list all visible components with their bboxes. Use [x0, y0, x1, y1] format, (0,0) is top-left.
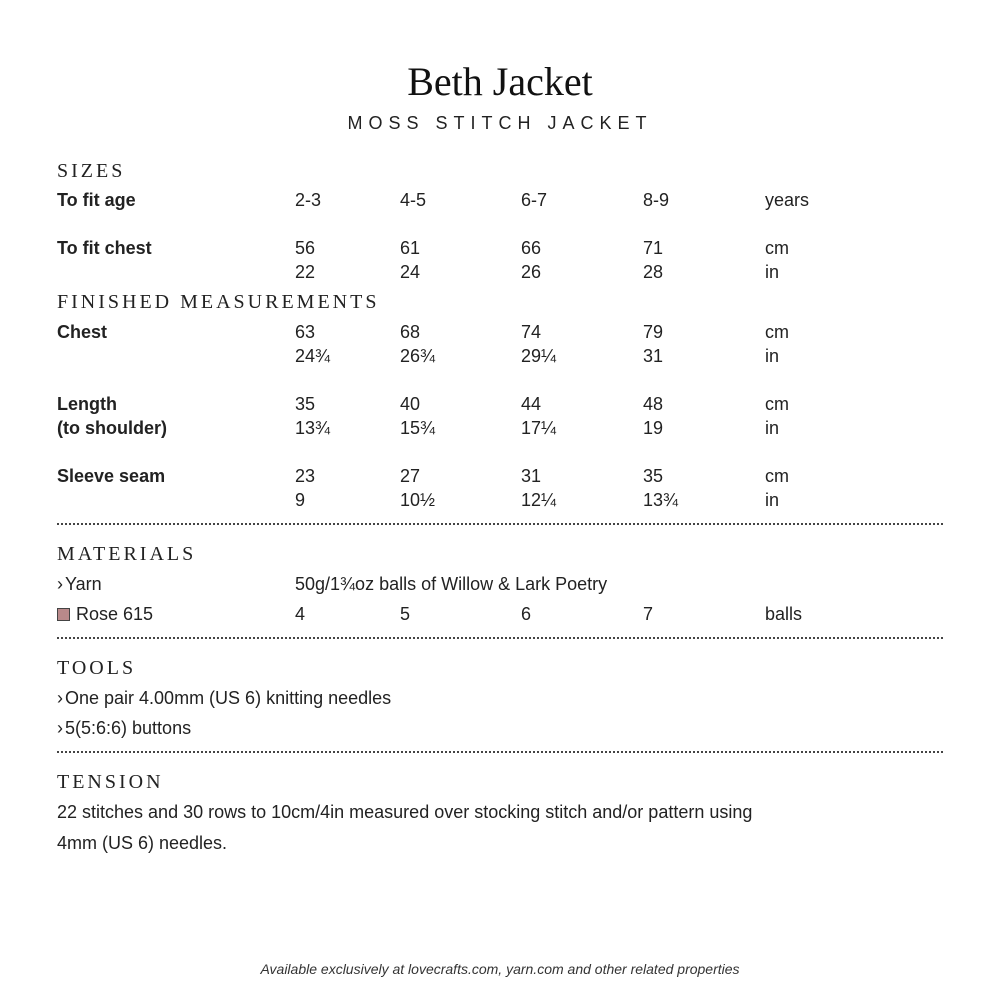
- tension-text-line1: 22 stitches and 30 rows to 10cm/4in measured over stocking stitch and/or pattern using: [57, 802, 753, 822]
- chest-cm: 63: [295, 322, 316, 342]
- section-heading-sizes: SIZES: [57, 160, 126, 182]
- fit-chest-label: To fit chest: [57, 238, 152, 258]
- unit-cm: cm: [765, 238, 789, 258]
- length-in: 13¾: [295, 418, 331, 438]
- age-value: 6-7: [521, 190, 548, 210]
- chest-label: Chest: [57, 322, 108, 342]
- color-name: Rose 615: [76, 604, 154, 624]
- balls-unit: balls: [765, 604, 803, 624]
- fit-chest-in: 22: [295, 262, 316, 282]
- unit-cm: cm: [765, 322, 789, 342]
- tool-item: [57, 718, 191, 739]
- length-in: 19: [643, 418, 664, 438]
- page-subtitle: MOSS STITCH JACKET: [347, 113, 653, 133]
- color-swatch-icon: [57, 608, 70, 621]
- length-in: 15¾: [400, 418, 436, 438]
- sleeve-in: 12¼: [521, 490, 557, 510]
- unit-in: in: [765, 490, 780, 510]
- dotted-divider: [57, 523, 943, 525]
- tension-text-line2: 4mm (US 6) needles.: [57, 833, 228, 853]
- balls-value: 7: [643, 604, 654, 624]
- chest-in: 29¼: [521, 346, 557, 366]
- sleeve-cm: 23: [295, 466, 316, 486]
- chest-in: 31: [643, 346, 664, 366]
- fit-chest-cm: 66: [521, 238, 542, 258]
- section-heading-tools: TOOLS: [57, 657, 137, 679]
- sleeve-cm: 31: [521, 466, 542, 486]
- page-title: Beth Jacket: [407, 59, 593, 104]
- length-sublabel: (to shoulder): [57, 418, 167, 438]
- unit-in: in: [765, 262, 780, 282]
- balls-value: 4: [295, 604, 306, 624]
- section-heading-tension: TENSION: [57, 771, 164, 793]
- section-heading-materials: MATERIALS: [57, 543, 197, 565]
- unit-cm: cm: [765, 466, 789, 486]
- color-row: [57, 604, 153, 625]
- fit-chest-in: 28: [643, 262, 664, 282]
- fit-chest-cm: 71: [643, 238, 664, 258]
- length-in: 17¼: [521, 418, 557, 438]
- balls-value: 6: [521, 604, 532, 624]
- fit-chest-in: 24: [400, 262, 421, 282]
- chest-in: 24¾: [295, 346, 331, 366]
- age-value: 2-3: [295, 190, 322, 210]
- age-value: 8-9: [643, 190, 670, 210]
- length-cm: 48: [643, 394, 664, 414]
- unit-cm: cm: [765, 394, 789, 414]
- age-label: To fit age: [57, 190, 136, 210]
- chest-in: 26¾: [400, 346, 436, 366]
- sleeve-cm: 35: [643, 466, 664, 486]
- age-unit: years: [765, 190, 810, 210]
- chevron-right-icon: ›: [57, 574, 63, 594]
- fit-chest-cm: 61: [400, 238, 421, 258]
- yarn-label: Yarn: [65, 574, 102, 594]
- chest-cm: 79: [643, 322, 664, 342]
- chevron-right-icon: ›: [57, 718, 63, 738]
- sleeve-cm: 27: [400, 466, 421, 486]
- length-label: Length: [57, 394, 117, 414]
- fit-chest-cm: 56: [295, 238, 316, 258]
- length-cm: 35: [295, 394, 316, 414]
- section-heading-finished: FINISHED MEASUREMENTS: [57, 291, 380, 313]
- unit-in: in: [765, 418, 780, 438]
- age-value: 4-5: [400, 190, 427, 210]
- unit-in: in: [765, 346, 780, 366]
- chest-cm: 68: [400, 322, 421, 342]
- sleeve-in: 13¾: [643, 490, 679, 510]
- chevron-right-icon: ›: [57, 688, 63, 708]
- sleeve-label: Sleeve seam: [57, 466, 166, 486]
- balls-value: 5: [400, 604, 411, 624]
- fit-chest-in: 26: [521, 262, 542, 282]
- footer-note: Available exclusively at lovecrafts.com, yarn.com and other related properties: [260, 961, 740, 977]
- length-cm: 44: [521, 394, 542, 414]
- length-cm: 40: [400, 394, 421, 414]
- tool-item: [57, 688, 391, 709]
- dotted-divider: [57, 637, 943, 639]
- tool-buttons: 5(5:6:6) buttons: [65, 718, 192, 738]
- yarn-description: 50g/1¾oz balls of Willow & Lark Poetry: [295, 574, 608, 594]
- chest-cm: 74: [521, 322, 542, 342]
- dotted-divider: [57, 751, 943, 753]
- yarn-label-row: [57, 574, 102, 595]
- sleeve-in: 10½: [400, 490, 436, 510]
- sleeve-in: 9: [295, 490, 306, 510]
- tool-needles: One pair 4.00mm (US 6) knitting needles: [65, 688, 392, 708]
